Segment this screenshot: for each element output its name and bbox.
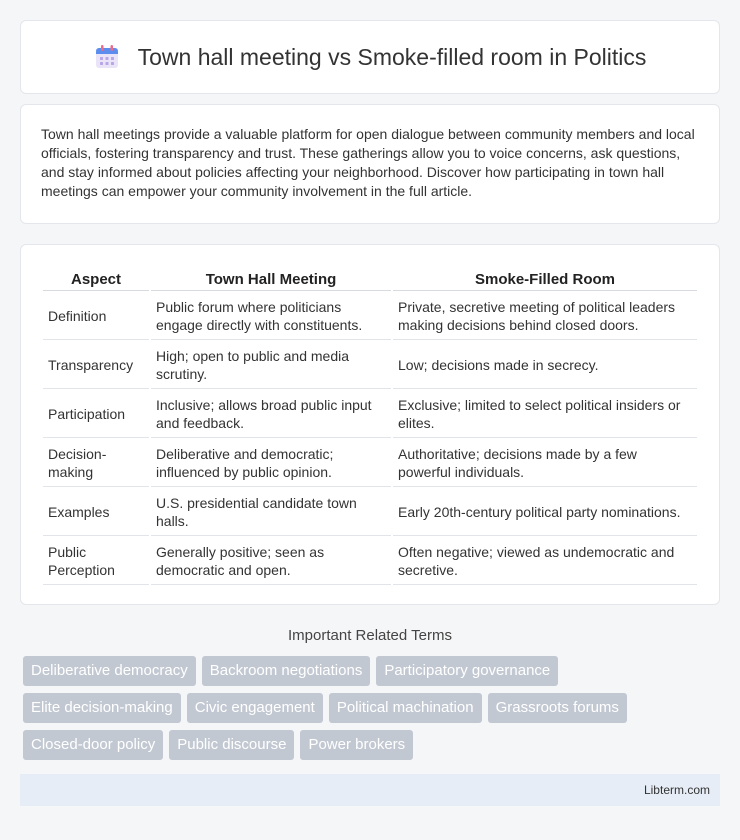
term-tag[interactable]: Participatory governance xyxy=(376,656,558,686)
cell-aspect: Public Perception xyxy=(43,538,149,585)
cell-smoke-filled: Often negative; viewed as undemocratic and secretive. xyxy=(393,538,697,585)
header-smoke-filled: Smoke-Filled Room xyxy=(393,267,697,291)
table-row xyxy=(43,342,697,389)
cell-aspect: Participation xyxy=(43,391,149,438)
related-terms-heading: Important Related Terms xyxy=(288,627,452,644)
term-tag[interactable]: Civic engagement xyxy=(187,693,323,723)
cell-smoke-filled: Low; decisions made in secrecy. xyxy=(393,342,697,389)
title-card xyxy=(20,20,720,94)
term-tag[interactable]: Grassroots forums xyxy=(488,693,627,723)
term-tag[interactable]: Closed-door policy xyxy=(23,730,163,760)
term-tag[interactable]: Backroom negotiations xyxy=(202,656,371,686)
cell-town-hall: Generally positive; seen as democratic and open. xyxy=(151,538,391,585)
intro-text: Town hall meetings provide a valuable platform for open dialogue between community members and local officials, fostering transparency and trust. These gatherings allow you to voice concerns, ask questions, and stay informed about policies affecting your neighborhood. Discover how participating in town hall meetings can empower your community involvement in the full article. xyxy=(41,126,695,199)
cell-smoke-filled: Exclusive; limited to select political insiders or elites. xyxy=(393,391,697,438)
term-tag[interactable]: Political machination xyxy=(329,693,482,723)
header-town-hall: Town Hall Meeting xyxy=(151,267,391,291)
footer-site-link[interactable]: Libterm.com xyxy=(643,783,710,797)
page-title: Town hall meeting vs Smoke-filled room in Politics xyxy=(137,43,647,70)
table-row xyxy=(43,440,697,487)
table-row xyxy=(43,293,697,340)
cell-smoke-filled: Private, secretive meeting of political leaders making decisions behind closed doors. xyxy=(393,293,697,340)
cell-town-hall: Inclusive; allows broad public input and feedback. xyxy=(151,391,391,438)
footer xyxy=(20,774,720,806)
cell-aspect: Transparency xyxy=(43,342,149,389)
term-tag[interactable]: Deliberative democracy xyxy=(23,656,196,686)
cell-aspect: Examples xyxy=(43,489,149,536)
term-tag[interactable]: Elite decision-making xyxy=(23,693,181,723)
table-row xyxy=(43,391,697,438)
cell-aspect: Definition xyxy=(43,293,149,340)
cell-smoke-filled: Authoritative; decisions made by a few powerful individuals. xyxy=(393,440,697,487)
comparison-card xyxy=(20,244,720,605)
table-header-row xyxy=(43,267,697,291)
related-terms-list xyxy=(20,656,720,760)
cell-town-hall: Public forum where politicians engage directly with constituents. xyxy=(151,293,391,340)
cell-aspect: Decision-making xyxy=(43,440,149,487)
cell-smoke-filled: Early 20th-century political party nominations. xyxy=(393,489,697,536)
comparison-table xyxy=(41,265,699,587)
calendar-icon xyxy=(94,44,120,70)
cell-town-hall: U.S. presidential candidate town halls. xyxy=(151,489,391,536)
intro-card xyxy=(20,104,720,224)
header-aspect: Aspect xyxy=(43,267,149,291)
table-row xyxy=(43,489,697,536)
term-tag[interactable]: Power brokers xyxy=(300,730,413,760)
cell-town-hall: High; open to public and media scrutiny. xyxy=(151,342,391,389)
table-row xyxy=(43,538,697,585)
term-tag[interactable]: Public discourse xyxy=(169,730,294,760)
cell-town-hall: Deliberative and democratic; influenced by public opinion. xyxy=(151,440,391,487)
